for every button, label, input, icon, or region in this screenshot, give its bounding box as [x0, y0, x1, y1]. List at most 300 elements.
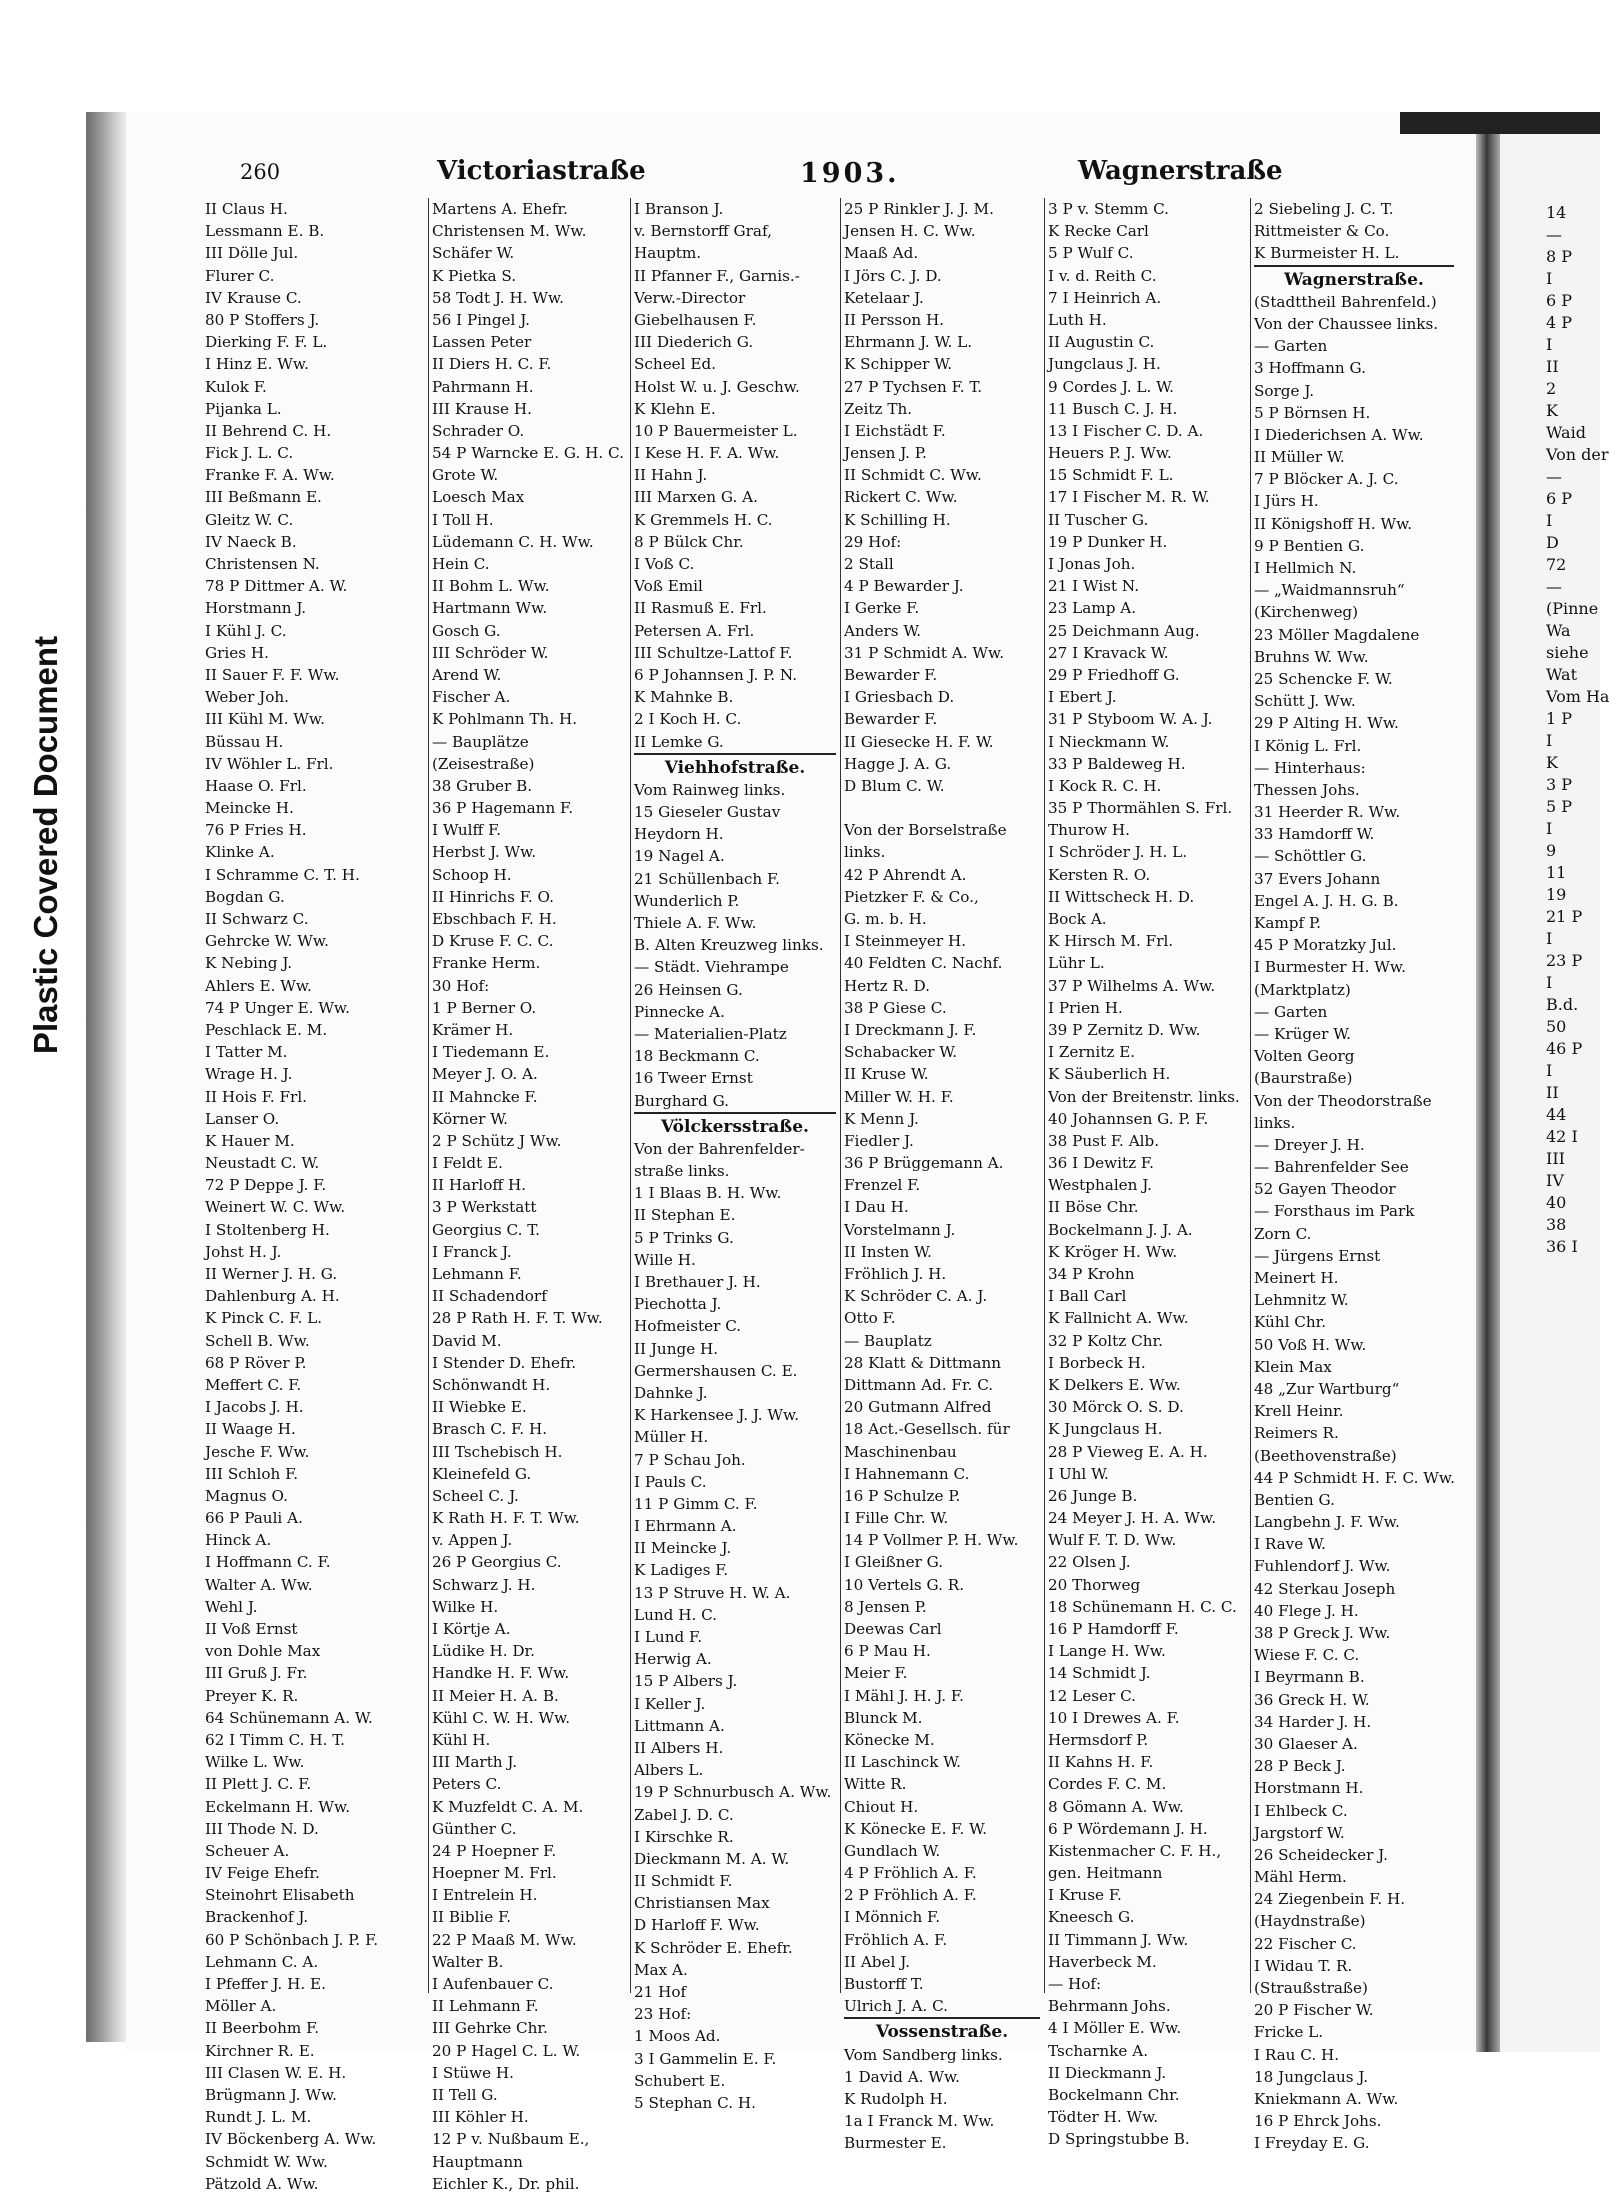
- next-page-line: 3 P: [1546, 775, 1573, 794]
- directory-entry: Kühl Chr.: [1254, 1313, 1327, 1332]
- next-page-line: IV: [1546, 1171, 1564, 1190]
- directory-entry: II Schmidt F.: [634, 1872, 733, 1891]
- directory-entry: K Ladiges F.: [634, 1561, 729, 1580]
- directory-entry: 38 Pust F. Alb.: [1048, 1131, 1160, 1150]
- directory-entry: III Thode N. D.: [205, 1819, 319, 1838]
- directory-entry: 44 P Schmidt H. F. C. Ww.: [1254, 1468, 1455, 1487]
- directory-entry: Maaß Ad.: [844, 244, 919, 263]
- directory-entry: I Kruse F.: [1048, 1886, 1122, 1905]
- header-street-right: Wagnerstraße: [1078, 156, 1283, 186]
- directory-entry: Krämer H.: [432, 1020, 514, 1039]
- directory-entry: III Schröder W.: [432, 643, 549, 662]
- directory-entry: Schoop H.: [432, 865, 512, 884]
- directory-entry: Wunderlich P.: [634, 891, 740, 910]
- directory-entry: G. m. b. H.: [844, 910, 927, 928]
- directory-entry: Müller H.: [634, 1428, 709, 1447]
- directory-entry: K Schilling H.: [844, 510, 951, 529]
- next-page-line: Von der: [1546, 445, 1609, 464]
- directory-entry: Anders W.: [844, 621, 922, 640]
- directory-entry: (Straußstraße): [1254, 1979, 1368, 1997]
- directory-entry: 21 I Wist N.: [1048, 577, 1140, 596]
- directory-entry: III Marxen G. A.: [634, 488, 758, 507]
- directory-entry: II Müller W.: [1254, 448, 1345, 467]
- street-heading: Völckersstraße.: [634, 1112, 836, 1138]
- directory-entry: Bock A.: [1048, 910, 1107, 928]
- directory-entry: Hoepner M. Frl.: [432, 1864, 557, 1883]
- directory-entry: Westphalen J.: [1048, 1176, 1153, 1195]
- directory-entry: Christiansen Max: [634, 1894, 770, 1913]
- directory-entry: Preyer K. R.: [205, 1686, 299, 1705]
- directory-entry: Wulf F. T. D. Ww.: [1048, 1531, 1177, 1550]
- next-page-line: —: [1546, 225, 1562, 244]
- directory-entry: I Feldt E.: [432, 1154, 503, 1173]
- directory-entry: III Clasen W. E. H.: [205, 2063, 347, 2082]
- next-page-fragment: [1486, 112, 1609, 2052]
- directory-entry: Holst W. u. J. Geschw.: [634, 377, 800, 396]
- directory-entry: I Dreckmann J. F.: [844, 1020, 977, 1039]
- directory-entry: Langbehn J. F. Ww.: [1254, 1513, 1400, 1532]
- directory-entry: 18 Beckmann C.: [634, 1047, 760, 1066]
- next-page-line: II: [1546, 1083, 1559, 1102]
- directory-entry: Horstmann J.: [205, 599, 307, 618]
- directory-entry: II Meier H. A. B.: [432, 1686, 559, 1705]
- directory-entry: Weber Joh.: [205, 688, 289, 707]
- column-3: [634, 198, 836, 2112]
- directory-entry: I Hahnemann C.: [844, 1464, 970, 1483]
- directory-entry: Scheel C. J.: [432, 1486, 519, 1505]
- directory-entry: 2 P Fröhlich A. F.: [844, 1886, 977, 1905]
- directory-entry: Albers L.: [634, 1761, 704, 1780]
- directory-entry: Körner W.: [432, 1109, 508, 1128]
- directory-entry: Hartmann Ww.: [432, 599, 548, 618]
- directory-entry: III Kühl M. Ww.: [205, 710, 325, 729]
- directory-entry: Jungclaus J. H.: [1048, 355, 1161, 374]
- directory-entry: 3 I Gammelin E. F.: [634, 2049, 777, 2068]
- directory-entry: 54 P Warncke E. G. H. C.: [432, 444, 624, 463]
- directory-entry: 22 Fischer C.: [1254, 1934, 1357, 1953]
- directory-entry: Chiout H.: [844, 1797, 919, 1816]
- directory-entry: Herwig A.: [634, 1650, 712, 1669]
- next-page-line: 5 P: [1546, 797, 1573, 816]
- directory-entry: III Schloh F.: [205, 1464, 299, 1483]
- directory-entry: Gleitz W. C.: [205, 510, 294, 529]
- directory-entry: 39 P Zernitz D. Ww.: [1048, 1020, 1201, 1039]
- directory-entry: II Königshoff H. Ww.: [1254, 514, 1413, 533]
- directory-entry: Petersen A. Frl.: [634, 621, 755, 640]
- directory-entry: 3 P v. Stemm C.: [1048, 200, 1170, 218]
- directory-entry: — Schöttler G.: [1254, 847, 1367, 866]
- directory-entry: 31 P Schmidt A. Ww.: [844, 643, 1005, 662]
- directory-entry: II Voß Ernst: [205, 1620, 298, 1638]
- directory-entry: 15 Gieseler Gustav: [634, 803, 781, 822]
- directory-entry: 30 Hof:: [432, 976, 490, 995]
- directory-entry: Thurow H.: [1048, 821, 1130, 840]
- directory-entry: II Junge H.: [634, 1339, 719, 1358]
- directory-entry: Christensen N.: [205, 555, 320, 573]
- directory-entry: II Giesecke H. F. W.: [844, 732, 994, 751]
- directory-entry: Brasch C. F. H.: [432, 1420, 548, 1439]
- next-page-line: 21 P: [1546, 907, 1583, 926]
- directory-entry: K Kröger H. Ww.: [1048, 1242, 1178, 1261]
- directory-entry: Günther C.: [432, 1819, 517, 1838]
- directory-entry: Johst H. J.: [205, 1242, 282, 1261]
- directory-entry: 36 I Dewitz F.: [1048, 1154, 1154, 1173]
- directory-entry: II Beerbohm F.: [205, 2019, 320, 2038]
- directory-entry: Weinert W. C. Ww.: [205, 1198, 346, 1217]
- next-page-line: 36 I: [1546, 1237, 1578, 1256]
- directory-entry: Ahlers E. Ww.: [205, 976, 312, 995]
- directory-entry: Meincke H.: [205, 799, 294, 818]
- directory-entry: 20 P Fischer W.: [1254, 2001, 1374, 2020]
- next-page-line: I: [1546, 1061, 1553, 1080]
- next-page-line: Waid: [1546, 423, 1586, 442]
- directory-entry: Von der Borselstraße: [844, 821, 1007, 840]
- directory-entry: Gehrcke W. Ww.: [205, 932, 329, 951]
- directory-entry: I Lund F.: [634, 1628, 703, 1646]
- directory-entry: Flurer C.: [205, 266, 275, 285]
- directory-entry: Otto F.: [844, 1309, 896, 1328]
- directory-entry: I v. d. Reith C.: [1048, 266, 1157, 285]
- directory-entry: 2 Siebeling J. C. T.: [1254, 200, 1394, 218]
- directory-entry: Miller W. H. F.: [844, 1087, 954, 1106]
- directory-entry: Dierking F. F. L.: [205, 333, 328, 352]
- directory-entry: II Wiebke E.: [432, 1398, 527, 1417]
- directory-entry: Voß Emil: [634, 577, 703, 596]
- directory-entry: 4 P Fröhlich A. F.: [844, 1864, 977, 1883]
- directory-entry: I Freyday E. G.: [1254, 2134, 1370, 2153]
- directory-entry: Steinohrt Elisabeth: [205, 1886, 355, 1905]
- directory-entry: K Rath H. F. T. Ww.: [432, 1509, 580, 1528]
- directory-entry: IV Krause C.: [205, 288, 302, 307]
- directory-entry: I Ebert J.: [1048, 688, 1117, 707]
- directory-entry: I Hellmich N.: [1254, 559, 1357, 577]
- directory-entry: Schrader O.: [432, 421, 525, 440]
- directory-entry: 14 Schmidt J.: [1048, 1664, 1151, 1683]
- directory-entry: 29 Hof:: [844, 532, 902, 551]
- directory-entry: (Kirchenweg): [1254, 603, 1359, 622]
- directory-entry: II Augustin C.: [1048, 333, 1155, 352]
- directory-entry: 23 Lamp A.: [1048, 599, 1137, 618]
- directory-entry: I Griesbach D.: [844, 688, 955, 707]
- directory-entry: II Wittscheck H. D.: [1048, 887, 1195, 906]
- directory-entry: Tödter H. Ww.: [1048, 2108, 1159, 2127]
- directory-entry: Fricke L.: [1254, 2023, 1324, 2042]
- scan-label: Plastic Covered Document: [27, 635, 64, 1055]
- directory-entry: 16 P Hamdorff F.: [1048, 1620, 1179, 1638]
- directory-entry: I Zernitz E.: [1048, 1043, 1136, 1062]
- directory-entry: K Harkensee J. J. Ww.: [634, 1406, 800, 1425]
- next-page-lines: [1546, 202, 1609, 1258]
- directory-entry: I Franck J.: [432, 1242, 512, 1261]
- directory-entry: D Kruse F. C. C.: [432, 932, 554, 951]
- directory-entry: II Claus H.: [205, 200, 288, 218]
- directory-entry: I Jacobs J. H.: [205, 1398, 304, 1417]
- directory-entry: II Hinrichs F. O.: [432, 887, 554, 906]
- directory-entry: Vorstelmann J.: [844, 1220, 956, 1239]
- directory-entry: 19 P Dunker H.: [1048, 532, 1168, 551]
- directory-entry: I Burmester H. Ww.: [1254, 958, 1406, 977]
- directory-entry: 24 P Hoepner F.: [432, 1841, 557, 1860]
- next-page-line: I: [1546, 731, 1553, 750]
- next-page-line: Vom Ha: [1546, 687, 1609, 706]
- scan-dark-corner: [1400, 112, 1600, 134]
- directory-entry: Luth H.: [1048, 310, 1107, 329]
- directory-entry: 36 P Hagemann F.: [432, 799, 574, 818]
- directory-entry: Jensen H. C. Ww.: [844, 222, 976, 241]
- directory-entry: Fuhlendorf J. Ww.: [1254, 1557, 1391, 1576]
- directory-entry: I Ehrmann A.: [634, 1517, 737, 1536]
- directory-entry: 74 P Unger E. Ww.: [205, 998, 350, 1017]
- directory-entry: III Schultze-Lattof F.: [634, 643, 793, 662]
- directory-entry: 31 Heerder R. Ww.: [1254, 803, 1401, 822]
- directory-entry: Schütt J. Ww.: [1254, 692, 1356, 711]
- directory-entry: 34 P Krohn: [1048, 1265, 1135, 1283]
- directory-entry: Rittmeister & Co.: [1254, 222, 1390, 241]
- directory-entry: IV Feige Ehefr.: [205, 1864, 320, 1883]
- directory-entry: K Burmeister H. L.: [1254, 244, 1400, 263]
- directory-entry: K Könecke E. F. W.: [844, 1819, 987, 1838]
- directory-entry: 28 Klatt & Dittmann: [844, 1353, 1002, 1372]
- directory-entry: II Rasmuß E. Frl.: [634, 599, 767, 618]
- next-page-line: I: [1546, 819, 1553, 838]
- scan-tab: [0, 565, 92, 1125]
- next-page-line: 72: [1546, 555, 1567, 574]
- directory-entry: I Jörs C. J. D.: [844, 266, 942, 285]
- header-street-left: Victoriastraße: [437, 156, 646, 186]
- directory-entry: 34 Harder J. H.: [1254, 1712, 1372, 1731]
- directory-entry: 28 P Beck J.: [1254, 1757, 1346, 1776]
- column-divider: [428, 198, 429, 1993]
- directory-entry: Franke F. A. Ww.: [205, 466, 335, 485]
- directory-entry: I Schramme C. T. H.: [205, 865, 360, 884]
- directory-entry: Hofmeister C.: [634, 1317, 742, 1336]
- directory-entry: (Zeisestraße): [432, 754, 535, 773]
- directory-entry: I Dau H.: [844, 1198, 909, 1217]
- next-page-line: 44: [1546, 1105, 1567, 1124]
- column-2: [432, 198, 628, 2193]
- next-page-line: Wat: [1546, 665, 1578, 684]
- directory-entry: II Kahns H. F.: [1048, 1753, 1154, 1772]
- directory-entry: 8 P Bülck Chr.: [634, 532, 744, 551]
- directory-entry: 72 P Deppe J. F.: [205, 1176, 327, 1195]
- directory-entry: 80 P Stoffers J.: [205, 310, 320, 329]
- directory-entry: I Beyrmann B.: [1254, 1668, 1365, 1687]
- directory-entry: I Eichstädt F.: [844, 421, 946, 440]
- directory-entry: K Rudolph H.: [844, 2089, 948, 2108]
- next-page-line: 6 P: [1546, 489, 1573, 508]
- directory-entry: Pätzold A. Ww.: [205, 2174, 319, 2193]
- directory-entry: 2 Stall: [844, 555, 894, 573]
- directory-entry: 3 Hoffmann G.: [1254, 359, 1366, 378]
- directory-entry: 26 Junge B.: [1048, 1486, 1138, 1505]
- next-page-line: I: [1546, 973, 1553, 992]
- directory-entry: Kistenmacher C. F. H.,: [1048, 1841, 1222, 1860]
- directory-entry: Magnus O.: [205, 1486, 288, 1505]
- directory-entry: K Mahnke B.: [634, 688, 734, 707]
- directory-entry: 9 Cordes J. L. W.: [1048, 377, 1174, 396]
- directory-entry: — Städt. Viehrampe: [634, 958, 789, 977]
- directory-entry: K Fallnicht A. Ww.: [1048, 1309, 1189, 1328]
- directory-entry: I Kirschke R.: [634, 1827, 734, 1846]
- directory-entry: III Krause H.: [432, 399, 532, 418]
- next-page-line: 6 P: [1546, 291, 1573, 310]
- directory-entry: I Toll H.: [432, 510, 494, 529]
- directory-entry: Jargstorf W.: [1254, 1823, 1345, 1842]
- directory-entry: 50 Voß H. Ww.: [1254, 1335, 1367, 1354]
- next-page-line: 2: [1546, 379, 1557, 398]
- street-heading: Viehhofstraße.: [634, 753, 836, 779]
- directory-entry: II Böse Chr.: [1048, 1198, 1139, 1217]
- directory-entry: Witte R.: [844, 1775, 907, 1794]
- directory-entry: I König L. Frl.: [1254, 736, 1362, 755]
- directory-entry: Meinert H.: [1254, 1269, 1339, 1287]
- directory-entry: 52 Gayen Theodor: [1254, 1180, 1396, 1199]
- directory-entry: 35 P Thormählen S. Frl.: [1048, 799, 1233, 818]
- directory-entry: Klein Max: [1254, 1357, 1332, 1376]
- directory-entry: 25 Schencke F. W.: [1254, 669, 1393, 688]
- directory-entry: I Tiedemann E.: [432, 1043, 550, 1062]
- next-page-line: B.d.: [1546, 995, 1579, 1014]
- directory-entry: K Schröder E. Ehefr.: [634, 1938, 793, 1957]
- directory-entry: II Albers H.: [634, 1738, 724, 1757]
- directory-entry: II Persson H.: [844, 310, 945, 329]
- directory-entry: Sorge J.: [1254, 381, 1315, 400]
- directory-entry: I Brethauer J. H.: [634, 1273, 761, 1291]
- next-page-line: III: [1546, 1149, 1565, 1168]
- directory-entry: Bruhns W. Ww.: [1254, 647, 1369, 666]
- next-page-line: 23 P: [1546, 951, 1583, 970]
- directory-entry: I Wulff F.: [432, 821, 502, 840]
- directory-entry: Verw.-Director: [634, 288, 746, 307]
- directory-entry: Meier F.: [844, 1664, 908, 1683]
- directory-entry: Ebschbach F. H.: [432, 910, 557, 928]
- directory-entry: K Nebing J.: [205, 954, 293, 973]
- directory-entry: 5 Stephan C. H.: [634, 2093, 756, 2112]
- directory-entry: Giebelhausen F.: [634, 310, 757, 329]
- directory-entry: Bewarder F.: [844, 710, 938, 729]
- directory-entry: I Uhl W.: [1048, 1464, 1109, 1483]
- directory-entry: 29 P Friedhoff G.: [1048, 665, 1180, 684]
- next-page-line: —: [1546, 577, 1562, 596]
- directory-entry: Walter B.: [432, 1952, 504, 1971]
- directory-entry: Reimers R.: [1254, 1424, 1339, 1443]
- directory-entry: 1 I Blaas B. H. Ww.: [634, 1184, 782, 1203]
- directory-entry: Arend W.: [432, 665, 502, 684]
- directory-entry: I Gleißner G.: [844, 1553, 944, 1572]
- next-page-edge: [1486, 112, 1500, 2052]
- directory-entry: Dahlenburg A. H.: [205, 1287, 340, 1306]
- directory-entry: I Kock R. C. H.: [1048, 776, 1162, 795]
- directory-entry: 4 P Bewarder J.: [844, 577, 964, 596]
- directory-entry: links.: [1254, 1113, 1296, 1132]
- directory-entry: 13 P Struve H. W. A.: [634, 1583, 791, 1602]
- directory-entry: Könecke M.: [844, 1730, 935, 1749]
- directory-entry: II Hahn J.: [634, 466, 708, 485]
- directory-entry: K Jungclaus H.: [1048, 1420, 1163, 1439]
- directory-entry: Kleinefeld G.: [432, 1464, 532, 1483]
- directory-entry: 24 Meyer J. H. A. Ww.: [1048, 1509, 1217, 1528]
- directory-entry: Hinck A.: [205, 1531, 272, 1550]
- directory-entry: 11 Busch C. J. H.: [1048, 399, 1178, 418]
- directory-entry: Kühl H.: [432, 1730, 491, 1749]
- directory-entry: Lessmann E. B.: [205, 222, 325, 241]
- directory-entry: IV Böckenberg A. Ww.: [205, 2130, 377, 2149]
- directory-entry: Schubert E.: [634, 2071, 726, 2090]
- directory-entry: I Jonas Joh.: [1048, 555, 1136, 573]
- directory-entry: — Materialien-Platz: [634, 1024, 787, 1043]
- directory-entry: III Marth J.: [432, 1753, 518, 1772]
- directory-entry: 68 P Röver P.: [205, 1353, 307, 1372]
- directory-entry: I Widau T. R.: [1254, 1956, 1353, 1975]
- directory-entry: 19 P Schnurbusch A. Ww.: [634, 1783, 832, 1802]
- directory-entry: III Gruß J. Fr.: [205, 1664, 308, 1683]
- directory-entry: 4 I Möller E. Ww.: [1048, 2019, 1182, 2038]
- directory-entry: Fröhlich J. H.: [844, 1265, 947, 1283]
- directory-entry: K Pohlmann Th. H.: [432, 710, 578, 729]
- directory-entry: Pijanka L.: [205, 399, 282, 418]
- directory-entry: 22 Olsen J.: [1048, 1553, 1131, 1572]
- directory-entry: 36 P Brüggemann A.: [844, 1154, 1004, 1173]
- directory-entry: 13 I Fischer C. D. A.: [1048, 421, 1204, 440]
- directory-entry: Tscharnke A.: [1048, 2041, 1149, 2060]
- directory-entry: Fick J. L. C.: [205, 444, 294, 463]
- directory-entry: Kampf P.: [1254, 914, 1321, 932]
- directory-entry: 15 P Albers J.: [634, 1672, 738, 1691]
- directory-entry: 25 P Rinkler J. J. M.: [844, 200, 994, 218]
- directory-entry: 37 Evers Johann: [1254, 869, 1381, 888]
- directory-entry: Lehmann C. A.: [205, 1952, 319, 1971]
- directory-entry: II Plett J. C. F.: [205, 1775, 312, 1794]
- directory-entry: Kersten R. O.: [1048, 865, 1151, 884]
- directory-entry: Christensen M. Ww.: [432, 222, 587, 241]
- directory-entry: 58 Todt J. H. Ww.: [432, 288, 564, 307]
- directory-entry: II Diers H. C. F.: [432, 355, 552, 374]
- directory-entry: IV Naeck B.: [205, 532, 297, 551]
- page-fold-shadow: [1476, 112, 1486, 2052]
- directory-entry: I Gerke F.: [844, 599, 920, 618]
- directory-entry: Vom Sandberg links.: [844, 2045, 1003, 2064]
- directory-entry: 38 P Giese C.: [844, 998, 947, 1017]
- directory-entry: Krell Heinr.: [1254, 1402, 1344, 1421]
- directory-entry: 20 Gutmann Alfred: [844, 1398, 992, 1417]
- directory-entry: Fröhlich A. F.: [844, 1930, 948, 1949]
- directory-entry: Lüdike H. Dr.: [432, 1642, 535, 1661]
- directory-entry: Hein C.: [432, 555, 490, 573]
- directory-entry: II Mahncke F.: [432, 1087, 538, 1106]
- directory-entry: 6 P Johannsen J. P. N.: [634, 665, 798, 684]
- directory-entry: 1 David A. Ww.: [844, 2067, 960, 2086]
- directory-entry: II Hois F. Frl.: [205, 1087, 308, 1106]
- directory-entry: II Dieckmann J.: [1048, 2063, 1167, 2082]
- directory-entry: Schmidt W. Ww.: [205, 2152, 328, 2171]
- directory-entry: 28 P Rath H. F. T. Ww.: [432, 1309, 603, 1328]
- directory-entry: IV Wöhler L. Frl.: [205, 754, 334, 773]
- directory-entry: Fiedler J.: [844, 1131, 914, 1150]
- column-divider: [1250, 198, 1251, 1993]
- directory-entry: I Branson J.: [634, 200, 724, 218]
- directory-entry: Neustadt C. W.: [205, 1154, 320, 1173]
- directory-entry: III Diederich G.: [634, 333, 754, 352]
- directory-entry: K Schipper W.: [844, 355, 953, 374]
- directory-entry: Dittmann Ad. Fr. C.: [844, 1375, 994, 1394]
- directory-entry: Burghard G.: [634, 1091, 729, 1110]
- directory-entry: D Blum C. W.: [844, 776, 945, 795]
- directory-entry: Bewarder F.: [844, 665, 938, 684]
- directory-entry: Wehl J.: [205, 1597, 258, 1616]
- directory-entry: I Steinmeyer H.: [844, 932, 967, 951]
- directory-entry: Haverbeck M.: [1048, 1952, 1157, 1971]
- next-page-line: siehe: [1546, 643, 1589, 662]
